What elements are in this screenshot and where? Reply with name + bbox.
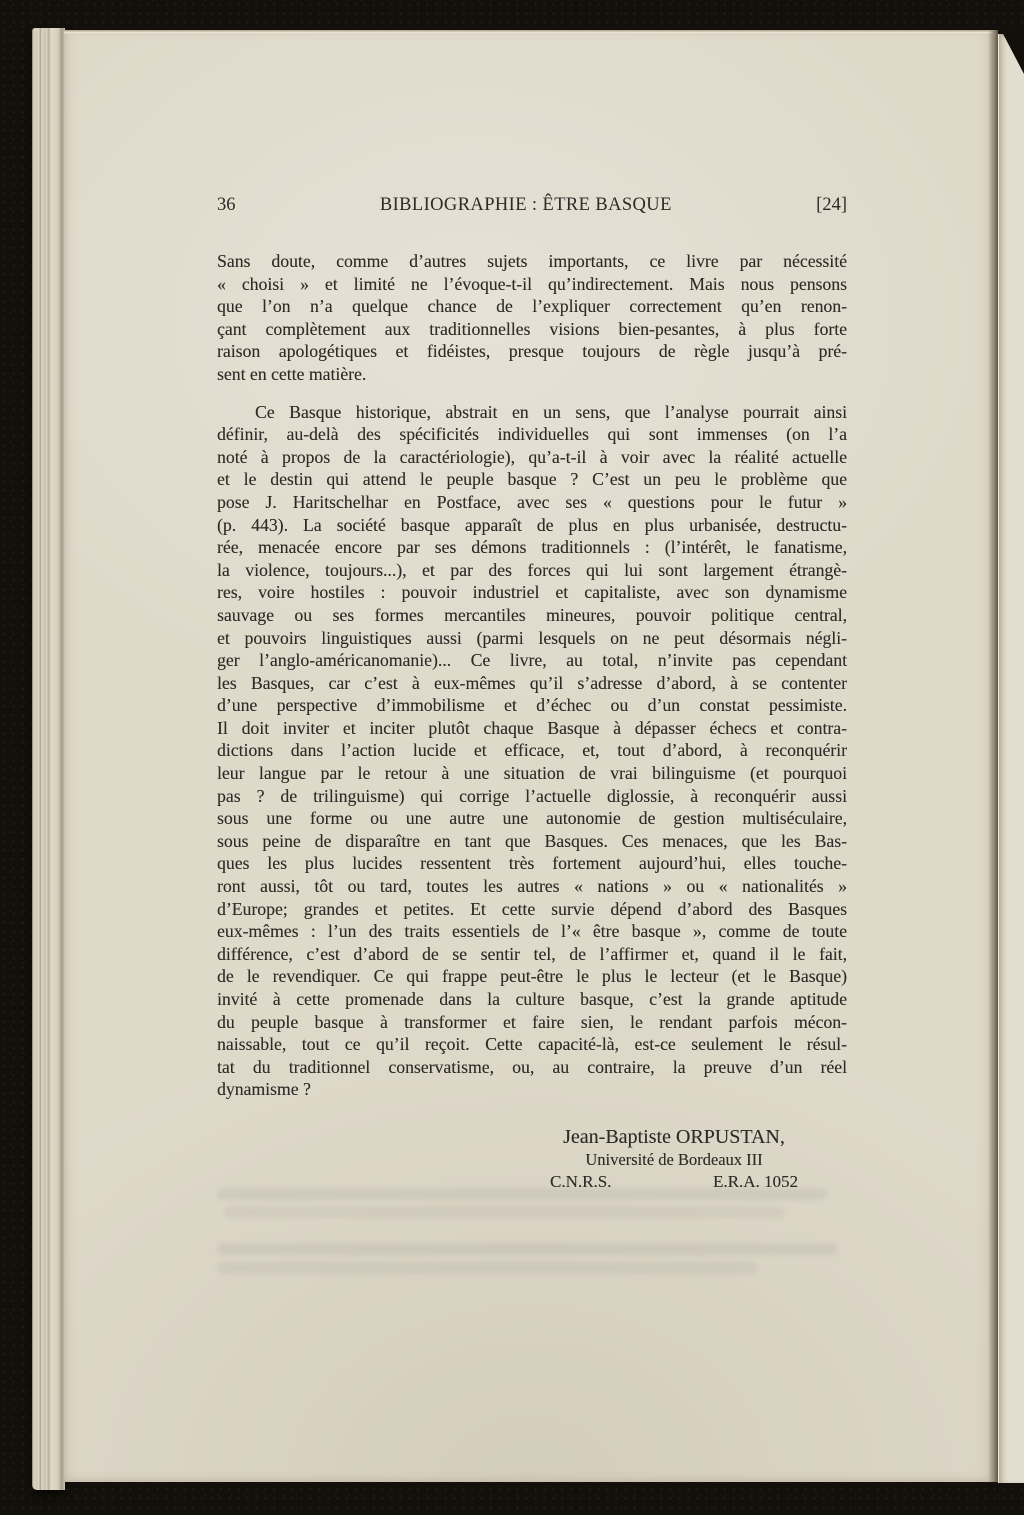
- text-line: raison apologétiques et fidéistes, presque toujours de règle jusqu’à pré-: [217, 341, 847, 362]
- running-title: BIBLIOGRAPHIE : ÊTRE BASQUE: [379, 195, 672, 215]
- text-line: naissable, tout ce qu’il reçoit. Cette capacité-là, est-ce seulement le résul-: [217, 1034, 847, 1055]
- text-line: ront aussi, tôt ou tard, toutes les autres « nations » ou « nationalités »: [217, 876, 847, 897]
- text-line: d’une perspective d’immobilisme et d’échec ou d’un constat pessimiste.: [217, 695, 847, 716]
- text-line: « choisi » et limité ne l’évoque-t-il qu’indirectement. Mais nous pensons: [217, 273, 847, 294]
- text-line: les Basques, car c’est à eux-mêmes qu’il s’adresse d’abord, à se contenter: [217, 672, 847, 693]
- page-edge-stack: [32, 28, 65, 1490]
- page-number: 36: [217, 195, 236, 215]
- text-line: dynamisme ?: [217, 1079, 311, 1100]
- show-through-smudge: [217, 1262, 757, 1274]
- text-line: çant complètement aux traditionnelles visions bien-pesantes, à plus forte: [217, 318, 847, 339]
- show-through-smudge: [217, 1243, 837, 1255]
- author-name: Jean-Baptiste ORPUSTAN,: [563, 1126, 785, 1148]
- next-page-edge: [998, 34, 1024, 1483]
- text-line: du peuple basque à transformer et faire sien, le rendant parfois mécon-: [217, 1011, 847, 1032]
- text-line: Ce Basque historique, abstrait en un sens, que l’analyse pourrait ainsi: [255, 401, 847, 422]
- text-line: différence, c’est d’abord de se sentir tel, de l’affirmer et, quand il le fait,: [217, 943, 847, 964]
- text-line: noté à propos de la caractériologie), qu’a-t-il à voir avec la réalité actuelle: [217, 446, 847, 467]
- text-line: res, voire hostiles : pouvoir industriel et capitaliste, avec son dynamisme: [217, 582, 847, 603]
- author-org-row: [550, 1171, 798, 1192]
- paragraph: [217, 250, 847, 386]
- page-top-edge: [64, 30, 995, 34]
- text-line: pose J. Haritschelhar en Postface, avec ses « questions pour le futur »: [217, 491, 847, 512]
- text-line: tat du traditionnel conservatisme, ou, au contraire, la preuve d’un réel: [217, 1056, 847, 1077]
- running-header: [217, 193, 847, 217]
- book-page: [64, 30, 995, 1482]
- paragraph: [217, 401, 847, 1101]
- text-line: Sans doute, comme d’autres sujets importants, ce livre par nécessité: [217, 251, 847, 271]
- text-line: rée, menacée encore par ses démons traditionnels : (l’intérêt, le fanatisme,: [217, 537, 847, 558]
- text-line: leur langue par le retour à une situation de vrai bilinguisme (et pourquoi: [217, 763, 847, 784]
- text-body: [217, 250, 847, 1101]
- text-line: eux-mêmes : l’un des traits essentiels de l’« être basque », comme de toute: [217, 921, 847, 942]
- text-line: sous une forme ou une autre une autonomie de gestion multiséculaire,: [217, 808, 847, 829]
- text-line: sent en cette matière.: [217, 363, 367, 384]
- text-line: que l’on n’a quelque chance de l’expliquer correctement qu’en renon-: [217, 296, 847, 317]
- text-line: sauvage ou ses formes mercantiles mineures, pouvoir politique central,: [217, 604, 847, 625]
- show-through-smudge: [224, 1206, 784, 1218]
- author-affiliation: Université de Bordeaux III: [585, 1150, 763, 1169]
- text-line: sous peine de disparaître en tant que Basques. Ces menaces, que les Bas-: [217, 830, 847, 851]
- text-line: d’Europe; grandes et petites. Et cette survie dépend d’abord des Basques: [217, 898, 847, 919]
- text-line: pas ? de trilinguisme) qui corrige l’actuelle diglossie, à reconquérir aussi: [217, 785, 847, 806]
- text-line: dictions dans l’action lucide et efficace, et, tout d’abord, à reconquérir: [217, 740, 847, 761]
- section-marker: [24]: [816, 195, 847, 215]
- text-line: (p. 443). La société basque apparaît de plus en plus urbanisée, destructu-: [217, 514, 847, 535]
- text-line: Il doit inviter et inciter plutôt chaque Basque à dépasser échecs et contra-: [217, 717, 847, 738]
- text-line: de le revendiquer. Ce qui frappe peut-être le plus le lecteur (et le Basque): [217, 966, 847, 987]
- text-line: définir, au-delà des spécificités individuelles qui sont immenses (on l’a: [217, 424, 847, 445]
- author-unit: E.R.A. 1052: [713, 1172, 798, 1191]
- text-line: et pouvoirs linguistiques aussi (parmi lesquels on ne peut désormais négli-: [217, 627, 847, 648]
- corner-shadow: [1000, 28, 1024, 74]
- text-line: ques les plus lucides ressentent très fortement aujourd’hui, elles touche-: [217, 853, 847, 874]
- text-line: la violence, toujours...), et par des forces qui lui sont largement étrangè-: [217, 559, 847, 580]
- gutter-crease: [988, 30, 998, 1482]
- text-line: invité à cette promenade dans la culture basque, c’est la grande aptitude: [217, 989, 847, 1009]
- author-org: C.N.R.S.: [550, 1172, 612, 1191]
- text-line: et le destin qui attend le peuple basque ? C’est un peu le problème que: [217, 469, 847, 490]
- text-line: ger l’anglo-américanomanie)... Ce livre, au total, n’invite pas cependant: [217, 650, 847, 671]
- signature-block: [550, 1125, 798, 1192]
